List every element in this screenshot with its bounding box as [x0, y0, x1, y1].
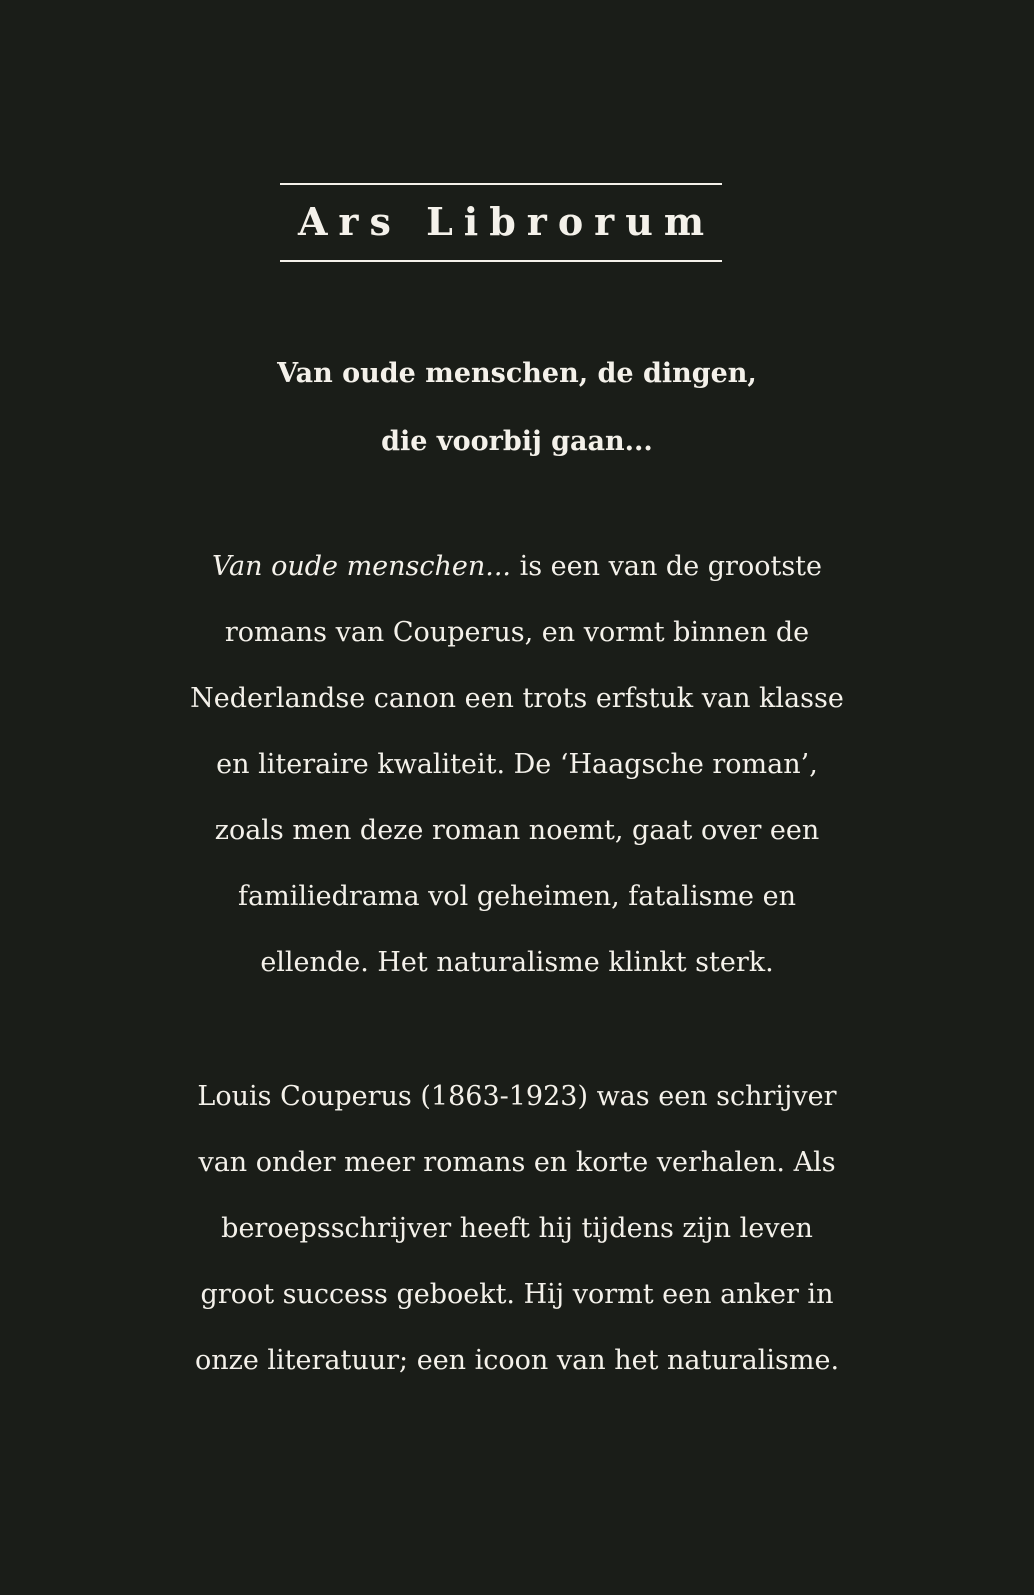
- author-bio-line-1: Louis Couperus (1863-1923) was een schrijver: [197, 1081, 837, 1112]
- description-italic-title: Van oude menschen...: [211, 551, 512, 582]
- description-line-1-rest: is een van de grootste: [511, 551, 823, 582]
- author-bio-line-4: groot success geboekt. Hij vormt een anker in: [200, 1279, 834, 1310]
- description-line-5: zoals men deze roman noemt, gaat over een: [214, 815, 820, 846]
- logo-top-rule: [280, 183, 722, 185]
- book-description: [0, 534, 1034, 996]
- author-bio-line-5: onze literatuur; een icoon van het naturalisme.: [194, 1345, 840, 1376]
- book-title: [0, 340, 1034, 476]
- author-bio-line-3: beroepsschrijver heeft hij tijdens zijn leven: [221, 1213, 813, 1244]
- publisher-logo: [280, 183, 722, 263]
- logo-bottom-rule: [280, 260, 722, 262]
- description-line-3: Nederlandse canon een trots erfstuk van klasse: [190, 683, 844, 714]
- description-line-7: ellende. Het naturalisme klinkt sterk.: [260, 947, 774, 978]
- author-bio-line-2: van onder meer romans en korte verhalen. Als: [198, 1147, 836, 1178]
- book-title-line-1: Van oude menschen, de dingen,: [277, 358, 757, 389]
- author-bio: [0, 1064, 1034, 1394]
- publisher-name: Ars Librorum: [297, 199, 716, 244]
- description-line-2: romans van Couperus, en vormt binnen de: [224, 617, 810, 648]
- description-line-6: familiedrama vol geheimen, fatalisme en: [238, 881, 796, 912]
- description-line-1: [0, 534, 1034, 600]
- description-line-4: en literaire kwaliteit. De ‘Haagsche roman’,: [216, 749, 818, 780]
- book-title-line-2: die voorbij gaan...: [381, 426, 653, 457]
